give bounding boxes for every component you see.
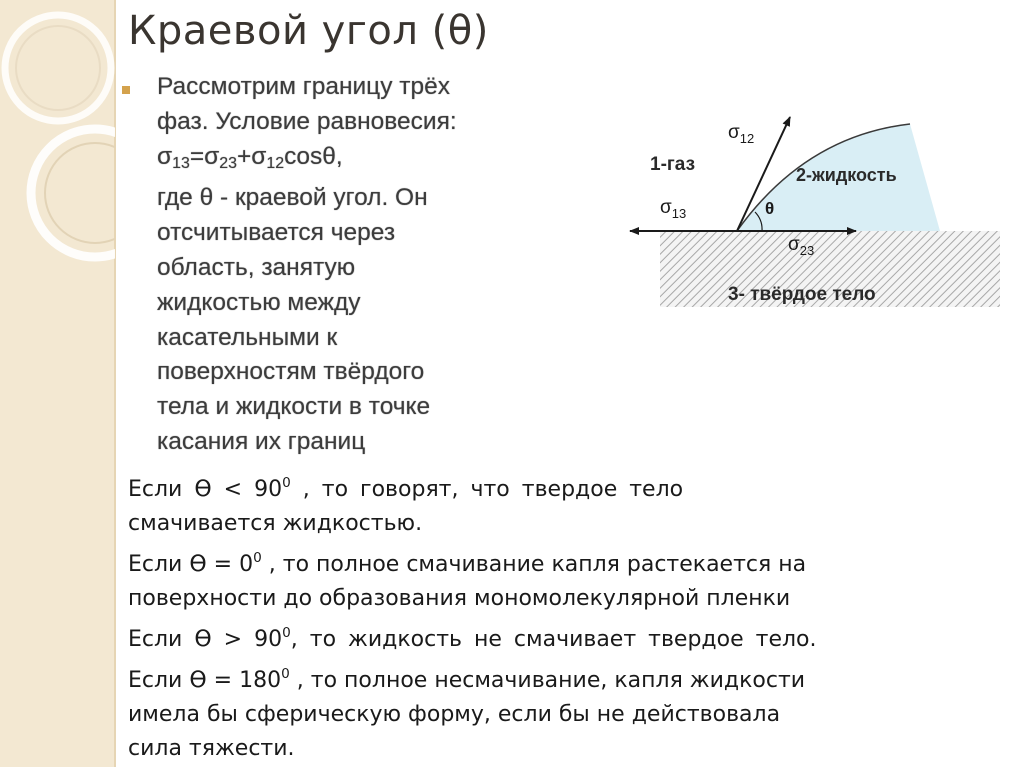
sigma12-label: $\sigma_{12}$ (728, 122, 755, 146)
subscript: 23 (219, 154, 237, 172)
decorative-rings (0, 0, 115, 767)
condition-line: сила тяжести. (128, 736, 295, 761)
condition-line: поверхности до образования мономолекулярной пленки (128, 586, 791, 611)
equals-sign: = (189, 142, 205, 170)
sigma-symbol: σ (157, 142, 173, 170)
subscript: 12 (266, 154, 285, 172)
sigma-symbol: σ (204, 142, 220, 170)
liquid-label: 2-жидкость (796, 165, 897, 185)
comma: , (335, 142, 343, 170)
condition-line: смачивается жидкостью. (128, 511, 423, 536)
condition-line: Если $ϴ > 90^0$, то жидкость не смачивает твердое тело. (128, 625, 817, 652)
condition-line: Если $ϴ = 0^0$ , то полное смачивание капля растекается на (128, 550, 807, 577)
sigma13-label: $\sigma_{13}$ (660, 197, 687, 221)
bullet-line: жидкостью между (157, 288, 361, 316)
condition-line: имела бы сферическую форму, если бы не действовала (128, 702, 781, 727)
bullet-line: поверхностям твёрдого (157, 358, 425, 386)
bullet-paragraph (157, 70, 552, 460)
cos-function: cos (284, 142, 323, 170)
bullet-line: Рассмотрим границу трёх (157, 73, 450, 100)
bullet-line: касательными к (157, 323, 338, 351)
bullet-line: отсчитывается через (157, 219, 396, 247)
bullet-line: область, занятую (157, 253, 356, 281)
theta-symbol: θ (322, 142, 336, 170)
equilibrium-equation (157, 140, 552, 182)
bullet-line: тела и жидкости в точке (157, 393, 431, 421)
conditions-text (128, 466, 1008, 766)
sigma-symbol: σ (251, 142, 267, 170)
condition-line: Если $ϴ < 90^0$ , то говорят, что твердое тело (128, 475, 684, 502)
bullet-marker (122, 86, 130, 94)
subscript: 13 (172, 154, 190, 172)
bullet-line: касания их границ (157, 427, 366, 455)
bullet-line: фаз. Условие равновесия: (157, 107, 457, 135)
slide-title: Краевой угол (θ) (128, 8, 489, 54)
contact-angle-diagram (610, 100, 1010, 315)
condition-line: Если $ϴ = 180^0$ , то полное несмачивание, капля жидкости (128, 666, 806, 693)
bullet-line: где θ - краевой угол. Он (157, 184, 428, 212)
theta-label: θ (765, 199, 775, 218)
sigma23-label: $\sigma_{23}$ (788, 234, 815, 258)
gas-label: 1-газ (650, 154, 696, 175)
plus-sign: + (236, 142, 252, 170)
solid-label: 3- твёрдое тело (728, 284, 876, 305)
